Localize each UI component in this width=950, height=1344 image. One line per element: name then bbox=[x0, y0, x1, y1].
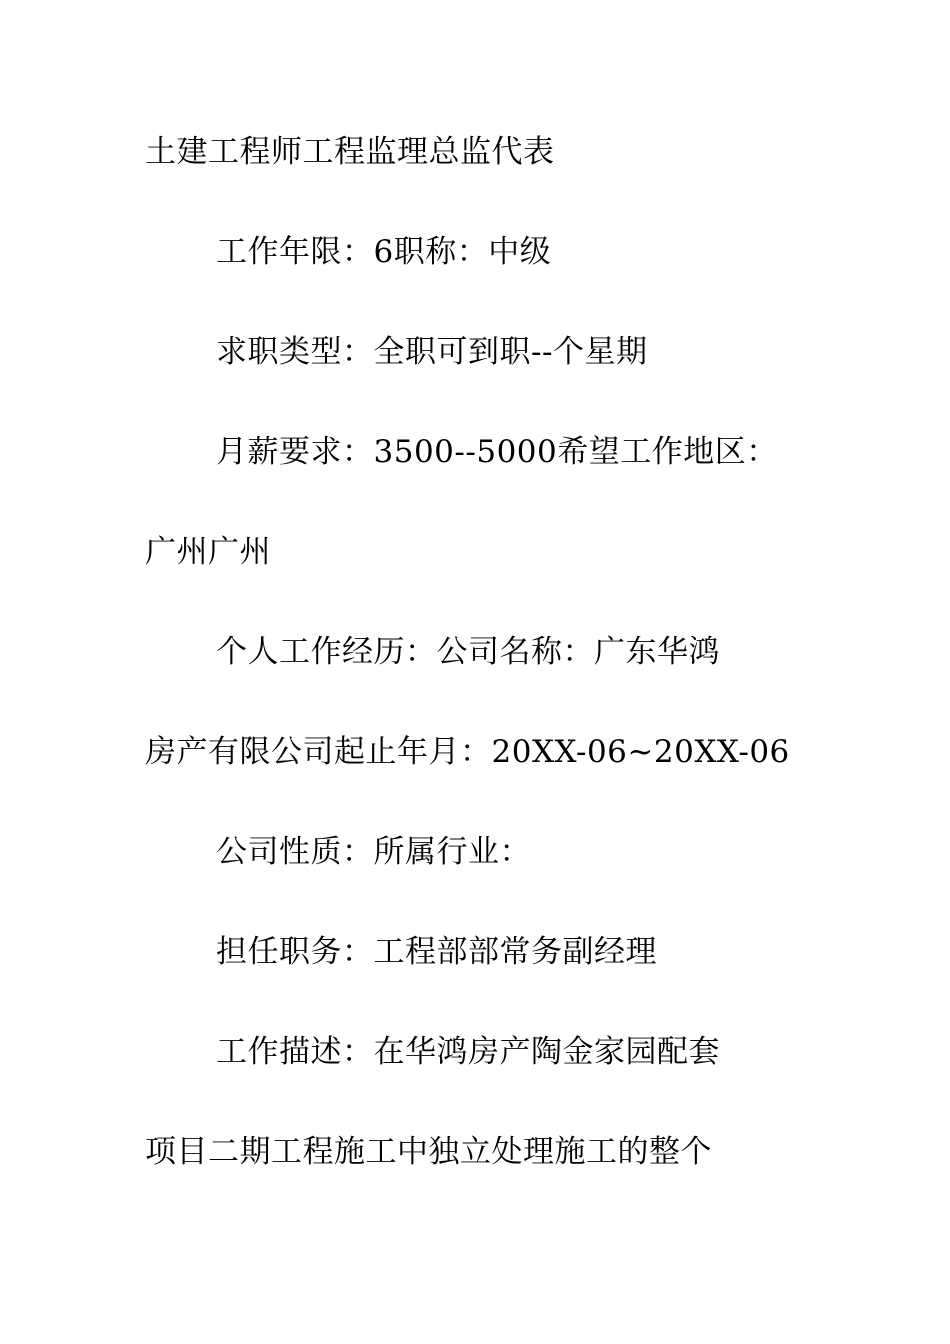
job-description-continued: 项目二期工程施工中独立处理施工的整个 bbox=[145, 1134, 712, 1170]
job-type: 求职类型：全职可到职--个星期 bbox=[216, 334, 648, 370]
job-description: 工作描述：在华鸿房产陶金家园配套 bbox=[216, 1034, 720, 1070]
company-and-dates: 房产有限公司起止年月：20XX-06~20XX-06 bbox=[145, 734, 790, 770]
company-nature-industry: 公司性质：所属行业： bbox=[216, 834, 531, 870]
work-years-and-title: 工作年限：6职称：中级 bbox=[216, 234, 552, 270]
position-held: 担任职务：工程部部常务副经理 bbox=[216, 934, 657, 970]
location-continued: 广州广州 bbox=[145, 534, 271, 570]
work-experience-company: 个人工作经历：公司名称：广东华鸿 bbox=[216, 634, 720, 670]
resume-title: 土建工程师工程监理总监代表 bbox=[145, 134, 555, 170]
salary-and-location: 月薪要求：3500--5000希望工作地区： bbox=[216, 434, 778, 470]
